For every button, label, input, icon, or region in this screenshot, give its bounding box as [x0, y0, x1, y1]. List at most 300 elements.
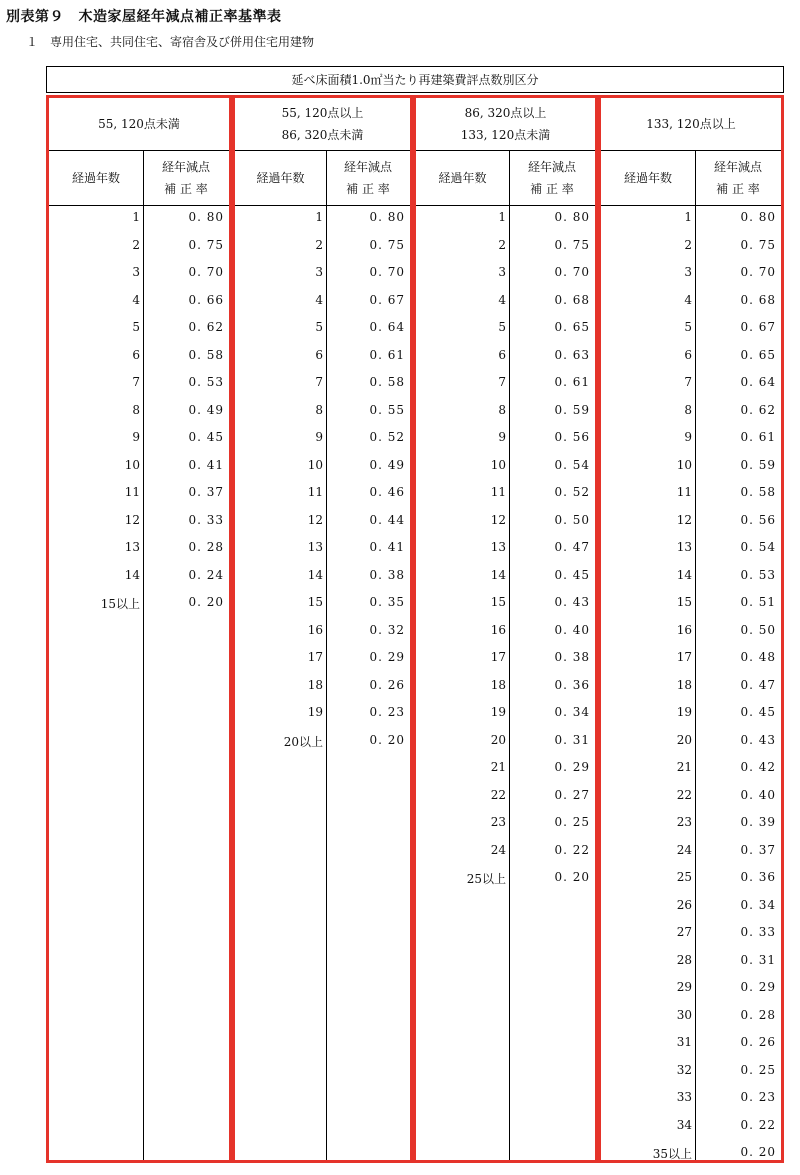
correction-rate-cell: 0. 22	[554, 842, 590, 857]
correction-rate-cell: 0. 34	[554, 705, 590, 719]
table-row	[235, 348, 410, 370]
table-row	[601, 925, 781, 947]
table-row	[49, 430, 229, 452]
elapsed-years-cell: 6	[684, 347, 692, 362]
elapsed-years-cell: 13	[676, 540, 692, 554]
correction-rate-cell: 0. 31	[554, 732, 590, 747]
elapsed-years-cell: 3	[132, 265, 140, 279]
table-row	[601, 540, 781, 562]
table-row	[49, 348, 229, 370]
correction-rate-cell: 0. 80	[188, 210, 224, 224]
correction-rate-cell: 0. 40	[554, 622, 590, 637]
rate-header-line-1: 経年減点	[713, 159, 762, 174]
table-row	[49, 320, 229, 342]
elapsed-years-cell: 2	[498, 237, 506, 252]
table-row	[601, 678, 781, 700]
elapsed-years-cell: 14	[124, 567, 140, 582]
correction-rate-cell: 0. 36	[740, 870, 776, 884]
bracket-column-3	[413, 95, 598, 1163]
correction-rate-cell: 0. 31	[740, 952, 776, 967]
correction-rate-cell: 0. 53	[188, 375, 224, 389]
elapsed-years-cell: 20	[676, 732, 692, 747]
correction-rate-cell: 0. 20	[369, 732, 405, 747]
table-row	[601, 843, 781, 865]
table-row	[49, 403, 229, 425]
range-line-2: 86, 320点未満	[281, 128, 364, 142]
elapsed-years-cell: 23	[490, 815, 506, 829]
correction-rate-cell: 0. 51	[740, 595, 776, 609]
elapsed-years-cell: 1	[498, 210, 506, 224]
correction-rate-cell: 0. 39	[740, 815, 776, 829]
table-row	[416, 458, 595, 480]
table-row	[601, 1063, 781, 1085]
correction-rate-cell: 0. 27	[554, 787, 590, 802]
range-line-1: 55, 120点以上	[281, 106, 364, 120]
elapsed-years-cell: 1	[132, 210, 140, 224]
correction-rate-cell: 0. 26	[740, 1035, 776, 1049]
elapsed-years-cell: 5	[132, 320, 140, 334]
table-row	[601, 1090, 781, 1112]
elapsed-years-cell: 14	[490, 567, 506, 582]
elapsed-years-cell: 12	[676, 512, 692, 527]
rate-header	[143, 150, 229, 205]
table-row	[416, 815, 595, 837]
correction-rate-cell: 0. 47	[554, 540, 590, 554]
elapsed-years-cell: 10	[490, 457, 506, 472]
correction-rate-cell: 0. 62	[188, 320, 224, 334]
elapsed-years-cell: 15	[307, 595, 323, 609]
table-row	[416, 678, 595, 700]
table-row	[416, 843, 595, 865]
table-row	[601, 238, 781, 260]
bracket-column-2	[232, 95, 413, 1163]
correction-rate-cell: 0. 46	[369, 485, 405, 499]
table-row	[235, 513, 410, 535]
table-row	[235, 238, 410, 260]
elapsed-years-cell: 25以上	[466, 872, 506, 886]
table-row	[601, 293, 781, 315]
table-row	[416, 320, 595, 342]
elapsed-years-cell: 18	[676, 677, 692, 692]
rate-header	[326, 150, 410, 205]
correction-rate-cell: 0. 70	[369, 265, 405, 279]
table-row	[235, 678, 410, 700]
correction-rate-cell: 0. 65	[740, 347, 776, 362]
elapsed-years-cell: 10	[676, 457, 692, 472]
table-row	[601, 870, 781, 892]
table-row	[235, 733, 410, 755]
elapsed-years-cell: 27	[676, 925, 692, 939]
table-row	[601, 265, 781, 287]
correction-rate-cell: 0. 80	[554, 210, 590, 224]
table-row	[601, 788, 781, 810]
table-row	[601, 705, 781, 727]
table-row	[416, 760, 595, 782]
elapsed-years-cell: 4	[132, 292, 140, 307]
elapsed-years-cell: 20以上	[283, 734, 323, 749]
correction-rate-cell: 0. 45	[554, 567, 590, 582]
correction-rate-cell: 0. 67	[369, 292, 405, 307]
table-row	[416, 485, 595, 507]
correction-rate-cell: 0. 50	[740, 622, 776, 637]
correction-rate-cell: 0. 63	[554, 347, 590, 362]
range-line-1: 133, 120点以上	[646, 117, 736, 131]
elapsed-years-cell: 7	[315, 375, 323, 389]
elapsed-years-cell: 4	[498, 292, 506, 307]
elapsed-years-cell: 7	[498, 375, 506, 389]
page-title: 別表第９ 木造家屋経年減点補正率基準表	[6, 9, 282, 25]
correction-rate-cell: 0. 61	[369, 347, 405, 362]
elapsed-years-cell: 8	[684, 402, 692, 417]
correction-rate-cell: 0. 38	[554, 650, 590, 664]
range-line-1: 55, 120点未満	[98, 117, 180, 131]
table-row	[235, 375, 410, 397]
table-main-header: 延べ床面積1.0㎡当たり再建築費評点数別区分	[46, 66, 784, 93]
rate-header-line-2: 補 正 率	[716, 181, 760, 196]
elapsed-years-cell: 8	[315, 402, 323, 417]
table-row	[416, 348, 595, 370]
elapsed-years-cell: 29	[676, 980, 692, 994]
depreciation-table	[46, 66, 784, 1163]
correction-rate-cell: 0. 29	[369, 650, 405, 664]
elapsed-years-cell: 9	[498, 430, 506, 444]
elapsed-years-cell: 18	[490, 677, 506, 692]
elapsed-years-cell: 21	[676, 760, 692, 774]
table-row	[235, 650, 410, 672]
correction-rate-cell: 0. 75	[740, 237, 776, 252]
elapsed-years-cell: 31	[676, 1035, 692, 1049]
elapsed-years-cell: 6	[132, 347, 140, 362]
sub-header	[235, 150, 410, 206]
table-row	[601, 1145, 781, 1167]
table-row	[601, 1035, 781, 1057]
elapsed-years-cell: 5	[315, 320, 323, 334]
correction-rate-cell: 0. 80	[369, 210, 405, 224]
table-row	[235, 403, 410, 425]
table-row	[601, 733, 781, 755]
correction-rate-cell: 0. 23	[740, 1090, 776, 1104]
table-row	[601, 403, 781, 425]
elapsed-years-cell: 22	[676, 787, 692, 802]
table-row	[49, 485, 229, 507]
elapsed-years-cell: 35以上	[652, 1147, 692, 1161]
correction-rate-cell: 0. 68	[554, 292, 590, 307]
range-line-1: 86, 320点以上	[464, 106, 547, 120]
elapsed-years-cell: 4	[684, 292, 692, 307]
rate-header-line-1: 経年減点	[343, 159, 392, 174]
correction-rate-cell: 0. 44	[369, 512, 405, 527]
range-header	[235, 98, 410, 151]
elapsed-years-cell: 14	[676, 567, 692, 582]
table-row	[235, 540, 410, 562]
table-row	[416, 375, 595, 397]
correction-rate-cell: 0. 29	[554, 760, 590, 774]
table-row	[601, 1118, 781, 1140]
table-row	[235, 430, 410, 452]
table-row	[601, 320, 781, 342]
elapsed-years-cell: 11	[490, 485, 506, 499]
elapsed-years-cell: 14	[307, 567, 323, 582]
correction-rate-cell: 0. 53	[740, 567, 776, 582]
correction-rate-cell: 0. 45	[740, 705, 776, 719]
correction-rate-cell: 0. 33	[740, 925, 776, 939]
correction-rate-cell: 0. 22	[740, 1117, 776, 1132]
range-header	[416, 98, 595, 151]
elapsed-years-cell: 22	[490, 787, 506, 802]
correction-rate-cell: 0. 20	[188, 595, 224, 609]
table-row	[235, 705, 410, 727]
elapsed-years-cell: 21	[490, 760, 506, 774]
elapsed-years-cell: 16	[307, 622, 323, 637]
rate-header-line-2: 補 正 率	[530, 181, 574, 196]
correction-rate-cell: 0. 49	[369, 457, 405, 472]
table-row	[235, 595, 410, 617]
elapsed-years-cell: 12	[124, 512, 140, 527]
elapsed-years-cell: 10	[307, 457, 323, 472]
years-header-label: 経過年数	[256, 170, 305, 185]
elapsed-years-cell: 19	[490, 705, 506, 719]
correction-rate-cell: 0. 58	[369, 375, 405, 389]
elapsed-years-cell: 30	[676, 1007, 692, 1022]
table-row	[416, 733, 595, 755]
correction-rate-cell: 0. 28	[188, 540, 224, 554]
rate-header	[695, 150, 781, 205]
table-row	[416, 788, 595, 810]
table-row	[601, 650, 781, 672]
range-header	[601, 98, 781, 151]
elapsed-years-cell: 19	[676, 705, 692, 719]
correction-rate-cell: 0. 33	[188, 512, 224, 527]
elapsed-years-cell: 24	[490, 842, 506, 857]
table-row	[416, 705, 595, 727]
correction-rate-cell: 0. 48	[740, 650, 776, 664]
sub-header	[601, 150, 781, 206]
table-row	[416, 403, 595, 425]
elapsed-years-cell: 6	[498, 347, 506, 362]
table-row	[601, 458, 781, 480]
years-header-label: 経過年数	[71, 170, 120, 185]
elapsed-years-cell: 1	[684, 210, 692, 224]
table-row	[49, 540, 229, 562]
elapsed-years-cell: 13	[307, 540, 323, 554]
years-header-label: 経過年数	[623, 170, 672, 185]
table-row	[601, 485, 781, 507]
table-row	[235, 210, 410, 232]
table-row	[235, 265, 410, 287]
correction-rate-cell: 0. 59	[740, 457, 776, 472]
table-row	[601, 595, 781, 617]
table-row	[416, 293, 595, 315]
bracket-column-1	[46, 95, 232, 1163]
correction-rate-cell: 0. 37	[188, 485, 224, 499]
column-body	[601, 98, 781, 1160]
elapsed-years-cell: 9	[315, 430, 323, 444]
table-row	[416, 568, 595, 590]
elapsed-years-cell: 8	[498, 402, 506, 417]
correction-rate-cell: 0. 20	[554, 870, 590, 884]
table-row	[601, 375, 781, 397]
table-row	[235, 485, 410, 507]
elapsed-years-cell: 2	[684, 237, 692, 252]
elapsed-years-cell: 10	[124, 457, 140, 472]
correction-rate-cell: 0. 41	[369, 540, 405, 554]
table-row	[601, 513, 781, 535]
elapsed-years-cell: 8	[132, 402, 140, 417]
rate-header-line-2: 補 正 率	[346, 181, 390, 196]
correction-rate-cell: 0. 25	[740, 1062, 776, 1077]
table-row	[235, 320, 410, 342]
table-row	[49, 210, 229, 232]
correction-rate-cell: 0. 66	[188, 292, 224, 307]
elapsed-years-cell: 11	[676, 485, 692, 499]
elapsed-years-cell: 9	[684, 430, 692, 444]
correction-rate-cell: 0. 62	[740, 402, 776, 417]
elapsed-years-cell: 4	[315, 292, 323, 307]
table-row	[416, 430, 595, 452]
correction-rate-cell: 0. 40	[740, 787, 776, 802]
table-row	[601, 953, 781, 975]
table-row	[601, 760, 781, 782]
correction-rate-cell: 0. 67	[740, 320, 776, 334]
table-row	[416, 623, 595, 645]
correction-rate-cell: 0. 70	[188, 265, 224, 279]
table-row	[601, 980, 781, 1002]
elapsed-years-cell: 5	[684, 320, 692, 334]
column-body	[416, 98, 595, 1160]
correction-rate-cell: 0. 29	[740, 980, 776, 994]
correction-rate-cell: 0. 49	[188, 402, 224, 417]
correction-rate-cell: 0. 37	[740, 842, 776, 857]
table-row	[601, 430, 781, 452]
table-row	[49, 595, 229, 617]
table-row	[235, 458, 410, 480]
elapsed-years-cell: 17	[490, 650, 506, 664]
correction-rate-cell: 0. 64	[369, 320, 405, 334]
table-row	[49, 513, 229, 535]
correction-rate-cell: 0. 36	[554, 677, 590, 692]
elapsed-years-cell: 24	[676, 842, 692, 857]
elapsed-years-cell: 3	[498, 265, 506, 279]
correction-rate-cell: 0. 58	[740, 485, 776, 499]
table-row	[49, 238, 229, 260]
range-header	[49, 98, 229, 151]
bracket-column-4	[598, 95, 784, 1163]
table-row	[49, 568, 229, 590]
elapsed-years-cell: 23	[676, 815, 692, 829]
correction-rate-cell: 0. 20	[740, 1145, 776, 1159]
table-row	[235, 293, 410, 315]
elapsed-years-cell: 5	[498, 320, 506, 334]
table-row	[601, 348, 781, 370]
years-header	[235, 150, 326, 205]
years-header	[601, 150, 695, 205]
years-header	[416, 150, 509, 205]
correction-rate-cell: 0. 41	[188, 457, 224, 472]
table-row	[416, 540, 595, 562]
elapsed-years-cell: 28	[676, 952, 692, 967]
correction-rate-cell: 0. 26	[369, 677, 405, 692]
correction-rate-cell: 0. 54	[554, 457, 590, 472]
elapsed-years-cell: 7	[132, 375, 140, 389]
correction-rate-cell: 0. 43	[740, 732, 776, 747]
table-row	[235, 623, 410, 645]
correction-rate-cell: 0. 34	[740, 897, 776, 912]
elapsed-years-cell: 2	[315, 237, 323, 252]
table-row	[601, 623, 781, 645]
sub-header	[49, 150, 229, 206]
elapsed-years-cell: 25	[676, 870, 692, 884]
elapsed-years-cell: 16	[676, 622, 692, 637]
column-body	[235, 98, 410, 1160]
correction-rate-cell: 0. 23	[369, 705, 405, 719]
table-row	[416, 238, 595, 260]
elapsed-years-cell: 17	[676, 650, 692, 664]
elapsed-years-cell: 12	[307, 512, 323, 527]
elapsed-years-cell: 11	[124, 485, 140, 499]
rate-header-line-2: 補 正 率	[164, 181, 208, 196]
table-row	[601, 1008, 781, 1030]
correction-rate-cell: 0. 32	[369, 622, 405, 637]
rate-header-line-1: 経年減点	[527, 159, 576, 174]
elapsed-years-cell: 15以上	[100, 597, 140, 611]
correction-rate-cell: 0. 50	[554, 512, 590, 527]
correction-rate-cell: 0. 56	[554, 430, 590, 444]
correction-rate-cell: 0. 54	[740, 540, 776, 554]
elapsed-years-cell: 1	[315, 210, 323, 224]
elapsed-years-cell: 6	[315, 347, 323, 362]
correction-rate-cell: 0. 65	[554, 320, 590, 334]
correction-rate-cell: 0. 75	[369, 237, 405, 252]
elapsed-years-cell: 2	[132, 237, 140, 252]
table-row	[416, 265, 595, 287]
correction-rate-cell: 0. 38	[369, 567, 405, 582]
correction-rate-cell: 0. 56	[740, 512, 776, 527]
elapsed-years-cell: 18	[307, 677, 323, 692]
table-row	[601, 898, 781, 920]
elapsed-years-cell: 13	[124, 540, 140, 554]
correction-rate-cell: 0. 25	[554, 815, 590, 829]
correction-rate-cell: 0. 24	[188, 567, 224, 582]
elapsed-years-cell: 3	[315, 265, 323, 279]
table-row	[601, 210, 781, 232]
correction-rate-cell: 0. 43	[554, 595, 590, 609]
rate-header	[509, 150, 595, 205]
correction-rate-cell: 0. 68	[740, 292, 776, 307]
table-row	[601, 815, 781, 837]
table-row	[416, 870, 595, 892]
correction-rate-cell: 0. 35	[369, 595, 405, 609]
correction-rate-cell: 0. 52	[369, 430, 405, 444]
table-row	[416, 595, 595, 617]
table-row	[49, 265, 229, 287]
table-row	[235, 568, 410, 590]
elapsed-years-cell: 17	[307, 650, 323, 664]
column-body	[49, 98, 229, 1160]
table-row	[416, 513, 595, 535]
correction-rate-cell: 0. 70	[554, 265, 590, 279]
correction-rate-cell: 0. 75	[188, 237, 224, 252]
years-header	[49, 150, 143, 205]
years-header-label: 経過年数	[438, 170, 487, 185]
elapsed-years-cell: 11	[307, 485, 323, 499]
correction-rate-cell: 0. 28	[740, 1007, 776, 1022]
elapsed-years-cell: 3	[684, 265, 692, 279]
correction-rate-cell: 0. 64	[740, 375, 776, 389]
elapsed-years-cell: 34	[676, 1117, 692, 1132]
correction-rate-cell: 0. 70	[740, 265, 776, 279]
page-subtitle: １ 専用住宅、共同住宅、寄宿舎及び併用住宅用建物	[26, 35, 315, 49]
elapsed-years-cell: 32	[676, 1062, 692, 1077]
